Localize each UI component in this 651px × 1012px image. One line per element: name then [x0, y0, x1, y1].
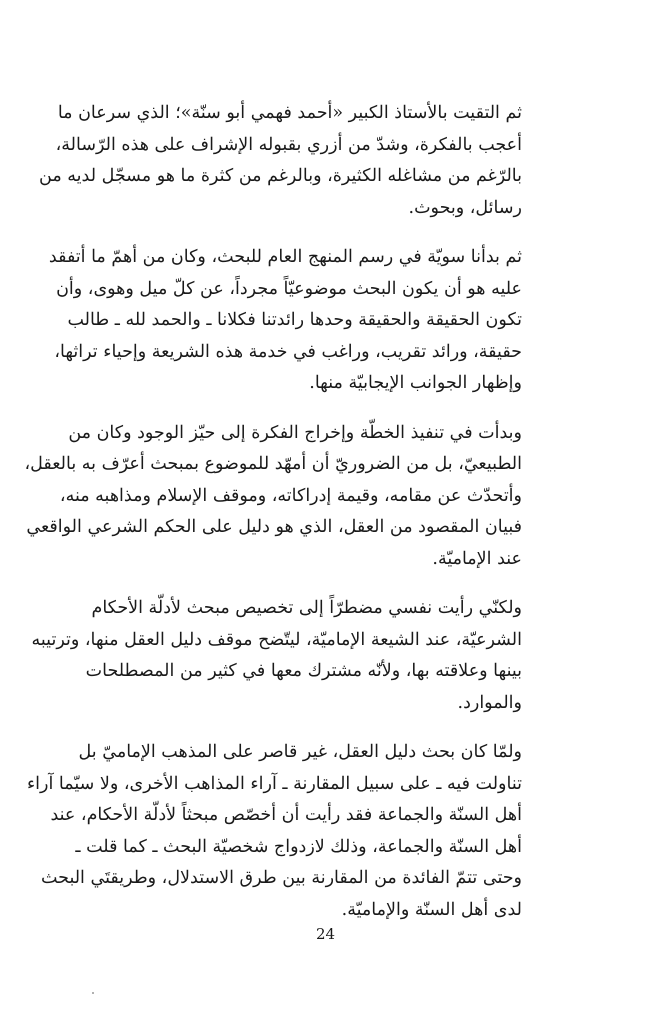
text-line: فبيان المقصود من العقل، الذي هو دليل على الحكم الشرعي الواقعي — [26, 517, 522, 537]
paragraph — [31, 593, 522, 719]
text-line: ولكنّي رأيت نفسي مضطرّاً إلى تخصيص مبحث لأدلّة الأحكام — [91, 598, 522, 618]
text-line: بالرّغم من مشاغله الكثيرة، وبالرغم من كثرة ما هو مسجّل لديه من — [39, 166, 522, 186]
text-line: رسائل، وبحوث. — [408, 197, 522, 218]
text-line: وإظهار الجوانب الإيجابيّة منها. — [309, 373, 522, 393]
page-number: 24 — [315, 925, 336, 943]
paragraph — [48, 242, 522, 400]
scan-speck — [92, 992, 94, 994]
text-line: وأتحدّث عن مقامه، وقيمة إدراكاته، وموقف الإسلام ومذاهبه منه، — [59, 485, 522, 506]
text-line: أهل السنّة والجماعة فقد رأيت أن أخصّص مبحثاً لأدلّة الأحكام، عند — [50, 805, 522, 825]
text-line: بينها وعلاقته بها، ولأنّه مشترك معها في كثير من المصطلحات — [85, 661, 522, 681]
text-line: وحتى تتمّ الفائدة من المقارنة بين طرق الاستدلال، وطريقتَي البحث — [40, 868, 522, 888]
paragraph — [24, 418, 522, 576]
paragraph — [39, 98, 522, 224]
paragraph — [26, 737, 522, 926]
text-line: أهل السنّة والجماعة، وذلك لازدواج شخصيّة البحث ـ كما قلت ـ — [75, 836, 522, 857]
text-line: وبدأت في تنفيذ الخطّة وإخراج الفكرة إلى حيّز الوجود وكان من — [68, 422, 522, 443]
text-line: تناولت فيه ـ على سبيل المقارنة ـ آراء المذاهب الأخرى، ولا سيّما آراء — [26, 773, 522, 794]
text-line: ثم بدأنا سويّة في رسم المنهج العام للبحث، وكان من أهمّ ما أتفقد — [48, 247, 522, 267]
text-line: ثم التقيت بالأستاذ الكبير «أحمد فهمي أبو سنّة»؛ الذي سرعان ما — [57, 103, 522, 123]
text-line: الشرعيّة، عند الشيعة الإماميّة، ليتّضح موقف دليل العقل منها، وترتيبه — [31, 629, 522, 650]
body-text — [24, 98, 522, 926]
text-line: ولمّا كان بحث دليل العقل، غير قاصر على المذهب الإماميّ بل — [78, 742, 522, 762]
text-line: عند الإماميّة. — [432, 548, 522, 569]
text-line: أعجب بالفكرة، وشدّ من أزري بقبوله الإشراف على هذه الرّسالة، — [55, 134, 522, 155]
text-line: تكون الحقيقة والحقيقة وحدها رائدتنا فكلانا ـ والحمد لله ـ طالب — [67, 310, 522, 330]
text-line: لدى أهل السنّة والإماميّة. — [341, 899, 522, 920]
text-line: حقيقة، ورائد تقريب، وراغب في خدمة هذه الشريعة وإحياء تراثها، — [54, 341, 522, 362]
text-line: الطبيعيّ، بل من الضروريّ أن أمهّد للموضوع بمبحث أعرّف به بالعقل، — [24, 454, 522, 474]
text-line: عليه هو أن يكون البحث موضوعيّاً مجرداً، عن كلّ ميل وهوى، وأن — [56, 278, 522, 299]
text-line: والموارد. — [457, 692, 522, 713]
